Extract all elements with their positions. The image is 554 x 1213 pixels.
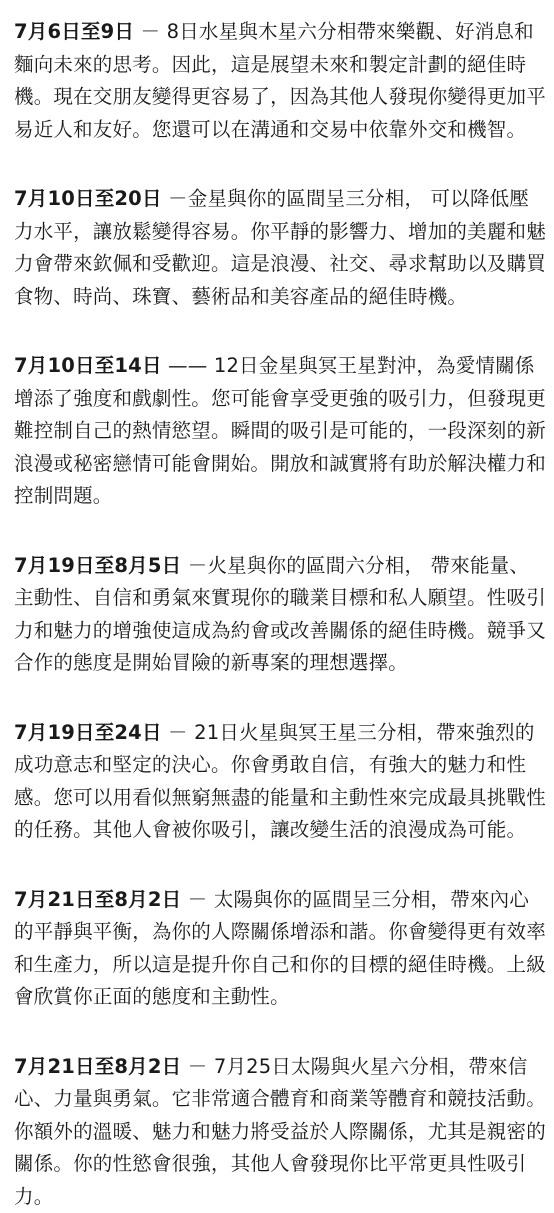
entry-jul-10-20 <box>14 183 546 313</box>
entry-date: 7月6日至9日 <box>14 20 134 43</box>
entry-text: —— 12日金星與冥王星對沖，為愛情關係增添了強度和戲劇性。您可能會享受更強的吸引力，但發現更難控制自己的熱情慾望。瞬間的吸引是可能的，一段深刻的新浪漫或秘密戀情可能會開始。開放和誠實將有助於解決權力和控制問題。 <box>14 354 546 507</box>
entry-jul-10-14 <box>14 350 546 513</box>
entry-date: 7月19日至8月5日 <box>14 554 181 577</box>
entry-jul-21-aug-2-second <box>14 1051 546 1213</box>
entry-text: － 7月25日太陽與火星六分相，帶來信心、力量與勇氣。它非常適合體育和商業等體育和競技活動。你額外的溫暖、魅力和魅力將受益於人際關係，尤其是親密的關係。你的性慾會很強，其他人會發現你比平常更具性吸引力。 <box>14 1055 546 1208</box>
entry-text: －火星與你的區間六分相， 帶來能量、主動性、自信和勇氣來實現你的職業目標和私人願望。性吸引力和魅力的增強使這成為約會或改善關係的絕佳時機。競爭又合作的態度是開始冒險的新專案的理想選擇。 <box>14 554 546 675</box>
entry-date: 7月19日至24日 <box>14 721 162 744</box>
entry-text: －金星與你的區間呈三分相， 可以降低壓力水平，讓放鬆變得容易。你平靜的影響力、增加的美麗和魅力會帶來欽佩和受歡迎。這是浪漫、社交、尋求幫助以及購買食物、時尚、珠寶、藝術品和美容產品的絕佳時機。 <box>14 187 546 308</box>
entry-jul-6-9 <box>14 16 546 146</box>
entry-date: 7月10日至20日 <box>14 187 162 210</box>
entry-date: 7月10日至14日 <box>14 354 162 377</box>
entry-date: 7月21日至8月2日 <box>14 888 181 911</box>
entry-date: 7月21日至8月2日 <box>14 1055 181 1078</box>
entry-jul-19-24 <box>14 717 546 847</box>
entry-text: － 8日水星與木星六分相帶來樂觀、好消息和麵向未來的思考。因此，這是展望未來和製定計劃的絕佳時機。現在交朋友變得更容易了，因為其他人發現你變得更加平易近人和友好。您還可以在溝通和交易中依靠外交和機智。 <box>14 20 546 141</box>
article-body <box>14 16 546 1213</box>
entry-jul-21-aug-2 <box>14 884 546 1014</box>
entry-jul-19-aug-5 <box>14 550 546 680</box>
entry-text: － 太陽與你的區間呈三分相，帶來內心的平靜與平衡，為你的人際關係增添和諧。你會變得更有效率和生產力，所以這是提升你自己和你的目標的絕佳時機。上級會欣賞你正面的態度和主動性。 <box>14 888 546 1009</box>
entry-text: － 21日火星與冥王星三分相，帶來強烈的成功意志和堅定的決心。你會勇敢自信，有強大的魅力和性感。您可以用看似無窮無盡的能量和主動性來完成最具挑戰性的任務。其他人會被你吸引，讓改變生活的浪漫成為可能。 <box>14 721 546 842</box>
